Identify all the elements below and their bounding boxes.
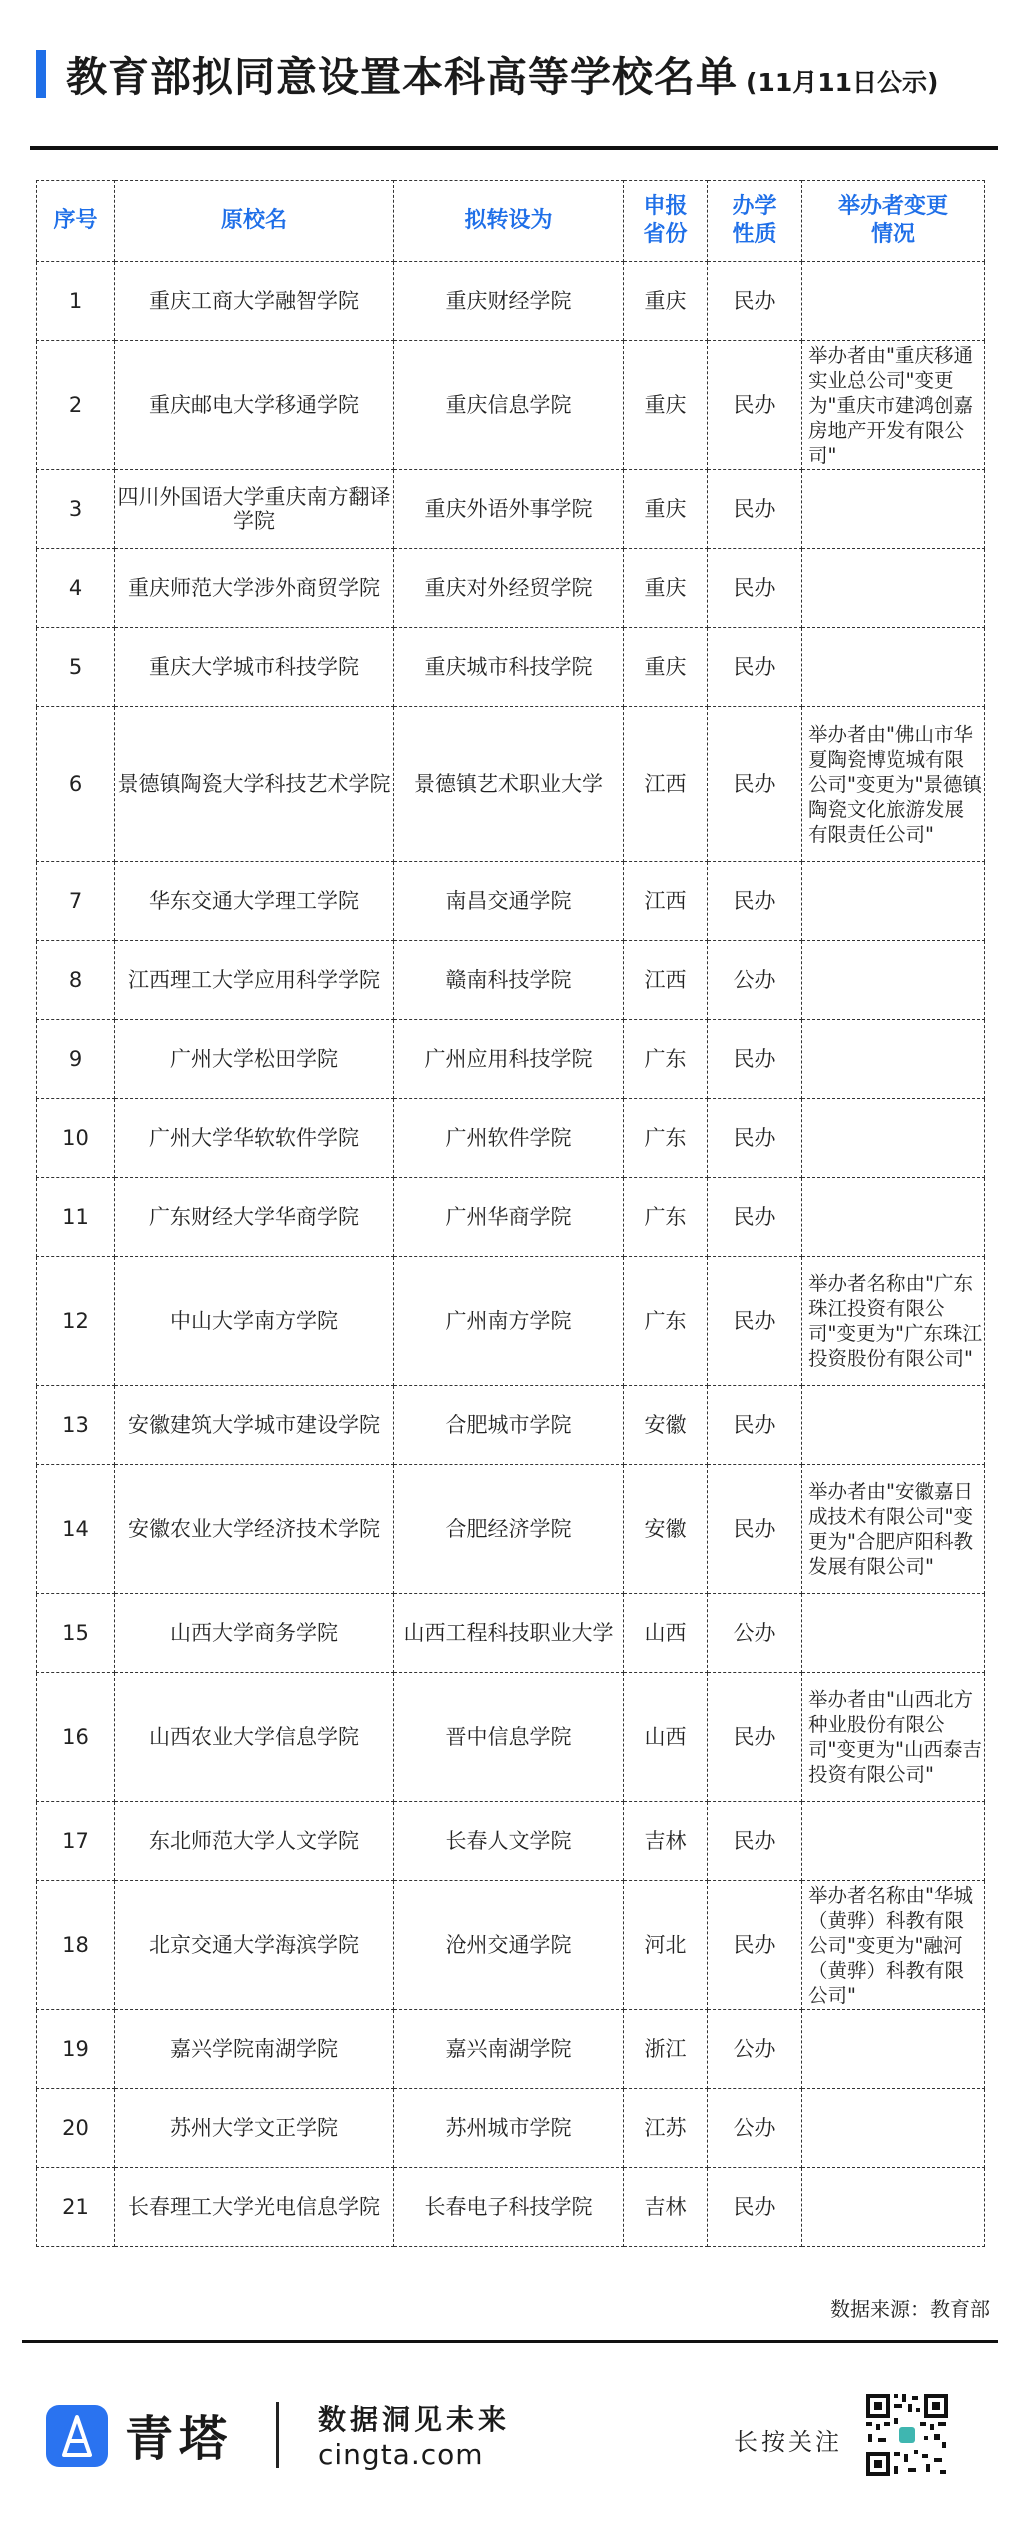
cell-type: 公办 [708,941,802,1020]
cell-original-name: 广东财经大学华商学院 [115,1178,394,1257]
brand-logo [46,2405,108,2467]
cell-original-name: 山西农业大学信息学院 [115,1673,394,1802]
cell-change [802,1178,985,1257]
tower-icon [46,2405,108,2467]
brand-name: 青塔 [125,2411,234,2467]
cell-original-name: 四川外国语大学重庆南方翻译学院 [115,470,394,549]
cell-type: 民办 [708,1465,802,1594]
brand-divider [276,2402,279,2468]
cell-province: 重庆 [624,341,708,470]
cell-new-name: 沧州交通学院 [394,1881,624,2010]
table-row [37,1178,985,1257]
cell-change: 举办者由"重庆移通实业总公司"变更为"重庆市建鸿创嘉房地产开发有限公司" [802,341,985,470]
cell-new-name: 重庆外语外事学院 [394,470,624,549]
cell-original-name: 广州大学华软软件学院 [115,1099,394,1178]
cell-type: 公办 [708,2010,802,2089]
cell-new-name: 长春电子科技学院 [394,2168,624,2247]
cell-change [802,262,985,341]
cell-new-name: 重庆信息学院 [394,341,624,470]
cell-no: 5 [37,628,115,707]
cell-change: 举办者由"佛山市华夏陶瓷博览城有限公司"变更为"景德镇陶瓷文化旅游发展有限责任公司" [802,707,985,862]
table-row [37,262,985,341]
header-original-name: 原校名 [115,181,394,262]
cell-change [802,2089,985,2168]
data-source: 数据来源：教育部 [830,2297,990,2321]
cell-province: 江西 [624,862,708,941]
cell-change [802,1099,985,1178]
cell-new-name: 嘉兴南湖学院 [394,2010,624,2089]
cell-no: 13 [37,1386,115,1465]
table-row [37,628,985,707]
cell-province: 广东 [624,1099,708,1178]
cell-no: 11 [37,1178,115,1257]
header-province: 申报省份 [624,181,708,262]
cell-change: 举办者名称由"华城（黄骅）科教有限公司"变更为"融河（黄骅）科教有限公司" [802,1881,985,2010]
cell-change: 举办者名称由"广东珠江投资有限公司"变更为"广东珠江投资股份有限公司" [802,1257,985,1386]
cell-no: 15 [37,1594,115,1673]
cell-no: 8 [37,941,115,1020]
cell-province: 广东 [624,1257,708,1386]
cell-original-name: 华东交通大学理工学院 [115,862,394,941]
cell-new-name: 南昌交通学院 [394,862,624,941]
table-row [37,2089,985,2168]
table-row [37,2010,985,2089]
cell-original-name: 重庆工商大学融智学院 [115,262,394,341]
cell-change: 举办者由"山西北方种业股份有限公司"变更为"山西泰吉投资有限公司" [802,1673,985,1802]
cell-no: 6 [37,707,115,862]
cell-change [802,1386,985,1465]
cell-province: 重庆 [624,262,708,341]
header-no: 序号 [37,181,115,262]
cell-change [802,1594,985,1673]
cell-no: 16 [37,1673,115,1802]
cell-original-name: 安徽建筑大学城市建设学院 [115,1386,394,1465]
cell-new-name: 景德镇艺术职业大学 [394,707,624,862]
table-row [37,1802,985,1881]
cell-original-name: 东北师范大学人文学院 [115,1802,394,1881]
cell-original-name: 广州大学松田学院 [115,1020,394,1099]
cell-new-name: 赣南科技学院 [394,941,624,1020]
cell-new-name: 广州南方学院 [394,1257,624,1386]
table-row [37,549,985,628]
cell-no: 21 [37,2168,115,2247]
cell-change [802,1020,985,1099]
cell-no: 14 [37,1465,115,1594]
cell-original-name: 苏州大学文正学院 [115,2089,394,2168]
table-header-row [37,181,985,262]
cell-type: 公办 [708,1594,802,1673]
table-row [37,1386,985,1465]
cell-type: 民办 [708,1881,802,2010]
bottom-rule [22,2340,998,2343]
cell-original-name: 中山大学南方学院 [115,1257,394,1386]
cell-original-name: 山西大学商务学院 [115,1594,394,1673]
cell-no: 7 [37,862,115,941]
table-row [37,707,985,862]
cell-type: 民办 [708,862,802,941]
cell-no: 17 [37,1802,115,1881]
cell-change [802,1802,985,1881]
cell-new-name: 重庆对外经贸学院 [394,549,624,628]
cell-province: 吉林 [624,1802,708,1881]
cell-province: 广东 [624,1178,708,1257]
cell-no: 3 [37,470,115,549]
cell-province: 浙江 [624,2010,708,2089]
follow-label: 长按关注 [734,2428,842,2456]
cell-province: 重庆 [624,470,708,549]
cell-type: 公办 [708,2089,802,2168]
cell-province: 山西 [624,1673,708,1802]
cell-type: 民办 [708,341,802,470]
cell-province: 重庆 [624,628,708,707]
cell-type: 民办 [708,1673,802,1802]
cell-no: 12 [37,1257,115,1386]
brand-slogan: 数据洞见未来 [318,2403,511,2436]
cell-province: 江苏 [624,2089,708,2168]
table-row [37,862,985,941]
table-row [37,2168,985,2247]
cell-new-name: 重庆财经学院 [394,262,624,341]
cell-new-name: 山西工程科技职业大学 [394,1594,624,1673]
top-rule [30,146,998,150]
cell-no: 2 [37,341,115,470]
cell-change [802,549,985,628]
cell-province: 河北 [624,1881,708,2010]
header-type: 办学性质 [708,181,802,262]
cell-new-name: 广州应用科技学院 [394,1020,624,1099]
cell-type: 民办 [708,1802,802,1881]
cell-new-name: 广州软件学院 [394,1099,624,1178]
cell-no: 20 [37,2089,115,2168]
cell-province: 江西 [624,707,708,862]
table-row [37,1881,985,2010]
cell-change [802,2168,985,2247]
table-row [37,470,985,549]
cell-type: 民办 [708,470,802,549]
cell-original-name: 北京交通大学海滨学院 [115,1881,394,2010]
table-row [37,1673,985,1802]
cell-new-name: 长春人文学院 [394,1802,624,1881]
cell-type: 民办 [708,1178,802,1257]
cell-province: 山西 [624,1594,708,1673]
cell-original-name: 嘉兴学院南湖学院 [115,2010,394,2089]
cell-province: 安徽 [624,1465,708,1594]
cell-province: 广东 [624,1020,708,1099]
cell-type: 民办 [708,1257,802,1386]
cell-province: 吉林 [624,2168,708,2247]
title-main: 教育部拟同意设置本科高等学校名单 [66,53,738,101]
table-body [37,262,985,2247]
cell-type: 民办 [708,549,802,628]
cell-type: 民办 [708,1020,802,1099]
header-new-name: 拟转设为 [394,181,624,262]
cell-new-name: 重庆城市科技学院 [394,628,624,707]
cell-type: 民办 [708,2168,802,2247]
cell-original-name: 景德镇陶瓷大学科技艺术学院 [115,707,394,862]
table-row [37,1257,985,1386]
table-row [37,941,985,1020]
title-accent-bar [36,50,46,98]
qr-code-icon[interactable] [864,2392,950,2478]
cell-change [802,470,985,549]
cell-type: 民办 [708,707,802,862]
cell-new-name: 晋中信息学院 [394,1673,624,1802]
header-change: 举办者变更情况 [802,181,985,262]
cell-no: 4 [37,549,115,628]
cell-new-name: 合肥城市学院 [394,1386,624,1465]
cell-type: 民办 [708,1386,802,1465]
cell-type: 民办 [708,262,802,341]
cell-original-name: 江西理工大学应用科学学院 [115,941,394,1020]
cell-change: 举办者由"安徽嘉日成技术有限公司"变更为"合肥庐阳科教发展有限公司" [802,1465,985,1594]
cell-no: 9 [37,1020,115,1099]
cell-no: 10 [37,1099,115,1178]
table-row [37,1020,985,1099]
cell-province: 江西 [624,941,708,1020]
cell-original-name: 长春理工大学光电信息学院 [115,2168,394,2247]
cell-province: 重庆 [624,549,708,628]
cell-change [802,2010,985,2089]
cell-new-name: 合肥经济学院 [394,1465,624,1594]
cell-change [802,862,985,941]
school-table-container [36,180,984,2247]
cell-original-name: 重庆师范大学涉外商贸学院 [115,549,394,628]
table-row [37,341,985,470]
title-date: (11月11日公示) [746,68,939,97]
school-table [36,180,985,2247]
cell-original-name: 重庆大学城市科技学院 [115,628,394,707]
page-title [66,44,938,103]
cell-no: 19 [37,2010,115,2089]
cell-original-name: 安徽农业大学经济技术学院 [115,1465,394,1594]
table-row [37,1099,985,1178]
table-row [37,1594,985,1673]
cell-new-name: 广州华商学院 [394,1178,624,1257]
cell-type: 民办 [708,628,802,707]
cell-change [802,941,985,1020]
cell-original-name: 重庆邮电大学移通学院 [115,341,394,470]
cell-province: 安徽 [624,1386,708,1465]
cell-change [802,628,985,707]
cell-new-name: 苏州城市学院 [394,2089,624,2168]
cell-type: 民办 [708,1099,802,1178]
cell-no: 1 [37,262,115,341]
brand-domain: cingta.com [318,2438,484,2471]
cell-no: 18 [37,1881,115,2010]
table-row [37,1465,985,1594]
